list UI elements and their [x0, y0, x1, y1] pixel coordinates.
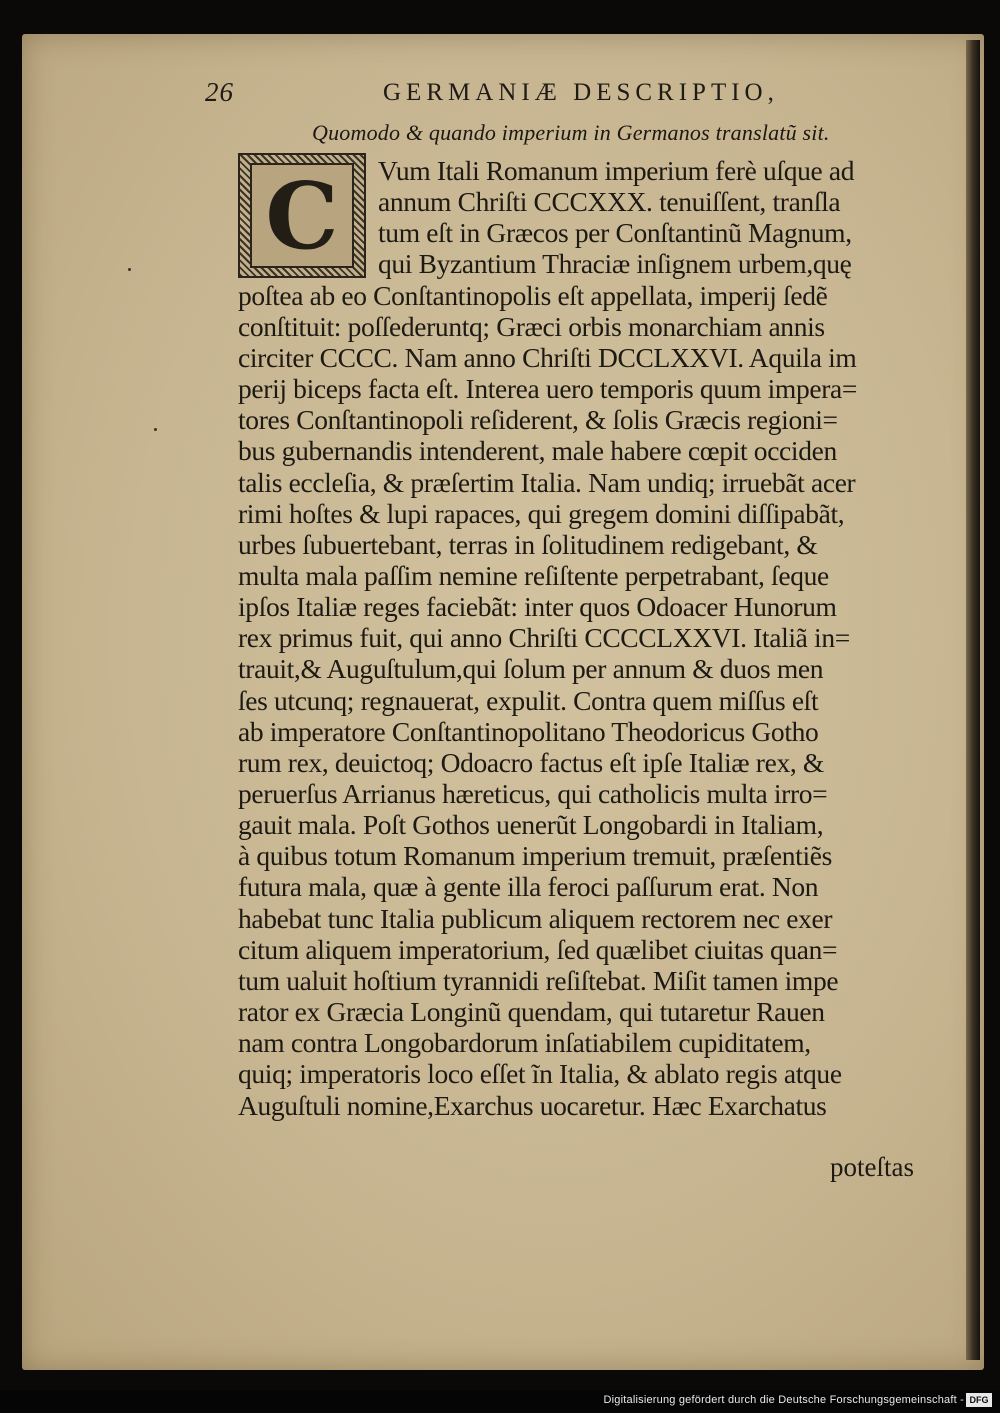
text-line: Auguſtuli nomine,Exarchus uocaretur. Hæc Exarchatus — [238, 1089, 827, 1121]
text-line: rex primus fuit, qui anno Chriſti CCCCLXXVI. Italiã in= — [238, 622, 850, 654]
text-line: ipſos Italiæ reges faciebãt: inter quos Odoacer Hunorum — [238, 591, 837, 623]
text-line: gauit mala. Poſt Gothos uenerũt Longobardi in Italiam, — [238, 809, 824, 841]
text-line: peruerſus Arrianus hæreticus, qui catholicis multa irro= — [238, 778, 828, 809]
decorated-initial — [238, 153, 366, 278]
text-line: rimi hoſtes & lupi rapaces, qui gregem domini diſſipabãt, — [238, 497, 845, 529]
text-line: quiq; imperatoris loco eſſet ĩn Italia, & ablato regis atque — [238, 1058, 842, 1090]
text-line: annum Chriſti CCCXXX. tenuiſſent, tranſla — [378, 186, 841, 218]
text-line: rator ex Græcia Longinũ quendam, qui tutaretur Rauen — [238, 996, 825, 1028]
text-line: rum rex, deuictoq; Odoacro factus eſt ipſe Italiæ rex, & — [238, 746, 824, 778]
text-line: talis eccleſia, & præſertim Italia. Nam undiq; irruebãt acer — [238, 466, 856, 498]
page-number: 26 — [205, 77, 234, 107]
dfg-logo: DFG — [966, 1393, 992, 1407]
text-line: Vum Itali Romanum imperium ferè uſque ad — [378, 155, 855, 186]
text-line: circiter CCCC. Nam anno Chriſti DCCLXXVI. Aquila im — [238, 341, 857, 373]
chapter-heading: Quomodo & quando imperium in Germanos translatũ sit. — [312, 120, 830, 145]
text-line: trauit,& Auguſtulum,qui ſolum per annum & duos men — [238, 653, 824, 685]
text-line: ſes utcunq; regnauerat, expulit. Contra quem miſſus eſt — [238, 684, 819, 716]
text-line: nam contra Longobardorum inſatiabilem cupiditatem, — [238, 1027, 811, 1059]
running-head — [205, 77, 945, 113]
text-line: bus gubernandis intenderent, male habere cœpit occiden — [238, 435, 837, 467]
text-line: perij biceps facta eſt. Interea uero temporis quum impera= — [238, 373, 858, 405]
initial-frame — [250, 163, 354, 268]
text-line: tum ualuit hoſtium tyrannidi reſiſtebat. Miſit tamen impe — [238, 964, 839, 996]
text-line: tum eſt in Græcos per Conſtantinũ Magnum, — [378, 217, 852, 249]
text-line: urbes ſubuertebant, terras in ſolitudinem redigebant, & — [238, 528, 818, 560]
catchword: poteſtas — [830, 1152, 914, 1182]
text-line: à quibus totum Romanum imperium tremuit, præſentiẽs — [238, 840, 832, 872]
text-line: ab imperatore Conſtantinopolitano Theodoricus Gotho — [238, 715, 819, 747]
running-title: GERMANIÆ DESCRIPTIO, — [383, 79, 779, 106]
text-line: tores Conſtantinopoli reſiderent, & ſolis Græcis regioni= — [238, 404, 838, 436]
text-line: futura mala, quæ à gente illa feroci paſſurum erat. Non — [238, 871, 819, 903]
text-line: multa mala paſſim nemine reſiſtente perpetrabant, ſeque — [238, 559, 829, 591]
text-line: qui Byzantium Thraciæ inſignem urbem,quę — [378, 248, 852, 280]
text-line: citum aliquem imperatorium, ſed quælibet ciuitas quan= — [238, 933, 838, 965]
text-line: habebat tunc Italia publicum aliquem rectorem nec exer — [238, 902, 833, 934]
text-line: poſtea ab eo Conſtantinopolis eſt appellata, imperij ſedẽ — [238, 279, 828, 311]
initial-letter: C — [265, 161, 339, 270]
digitization-credit: Digitalisierung gefördert durch die Deutsche Forschungsgemeinschaft - — [603, 1394, 964, 1406]
page-edge-shadow — [966, 40, 980, 1360]
text-line: conſtituit: poſſederuntq; Græci orbis monarchiam annis — [238, 310, 825, 342]
